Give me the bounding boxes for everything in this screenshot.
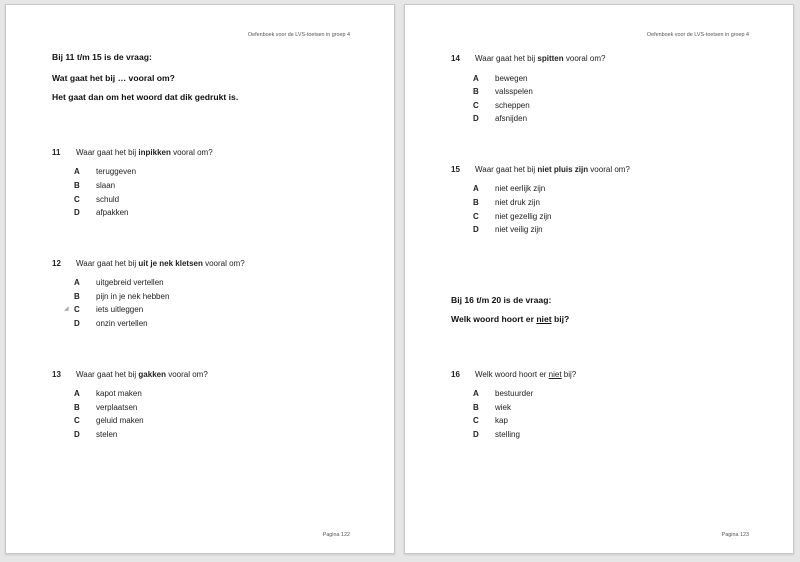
document-page-right: Oefenboek voor de LVS-toetsen in groep 4 14 Waar gaat het bij spitten vooral om? A bewegen B valsspelen C scheppen D afsnijden 15 Waar gaat het bij niet pluis zijn vooral om? A niet eerlijk zijn B niet druk zijn C niet gezellig zijn D niet veilig zijn Bij 16 t/m 20 is de vraag: Welk woord hoort er niet bij? 16 Welk woord hoort er niet bij? A bestuurder B wiek C kap D stelling Pagina 123 bbox=[404, 4, 794, 554]
page-footer: Pagina 123 bbox=[721, 532, 749, 538]
intro2-line-1: Bij 16 t/m 20 is de vraag: bbox=[451, 295, 552, 305]
intro-line-2: Wat gaat het bij … vooral om? bbox=[52, 73, 175, 83]
question-text: Waar gaat het bij inpikken vooral om? bbox=[76, 148, 213, 157]
question-text: Waar gaat het bij gakken vooral om? bbox=[76, 370, 208, 379]
question-text: Welk woord hoort er niet bij? bbox=[475, 370, 577, 379]
question-number: 11 bbox=[52, 148, 61, 157]
drag-handle-icon[interactable]: ◢ bbox=[64, 306, 69, 312]
question-text: Waar gaat het bij spitten vooral om? bbox=[475, 54, 606, 63]
page-header: Oefenboek voor de LVS-toetsen in groep 4 bbox=[646, 32, 749, 38]
intro-line-1: Bij 11 t/m 15 is de vraag: bbox=[52, 52, 152, 62]
intro2-line-2: Welk woord hoort er niet bij? bbox=[451, 314, 570, 324]
question-number: 14 bbox=[451, 54, 460, 63]
question-number: 12 bbox=[52, 259, 61, 268]
document-page-left: Oefenboek voor de LVS-toetsen in groep 4 Bij 11 t/m 15 is de vraag: Wat gaat het bij … vooral om? Het gaat dan om het woord dat dik gedrukt is. 11 Waar gaat het bij inpikken vooral om? A teruggeven B slaan C schuld D afpakken 12 Waar gaat het bij uit je nek kletsen vooral om? A uitgebreid vertellen B pijn in je nek hebben ◢ C iets uitleggen D onzin vertellen 13 Waar gaat het bij gakken vooral om? A kapot maken B verplaatsen C geluid maken D stelen Pagina 122 bbox=[5, 4, 395, 554]
page-footer: Pagina 122 bbox=[322, 532, 350, 538]
page-header: Oefenboek voor de LVS-toetsen in groep 4 bbox=[247, 32, 350, 38]
question-number: 16 bbox=[451, 370, 460, 379]
question-text: Waar gaat het bij niet pluis zijn vooral om? bbox=[475, 165, 630, 174]
question-text: Waar gaat het bij uit je nek kletsen vooral om? bbox=[76, 259, 245, 268]
question-number: 13 bbox=[52, 370, 61, 379]
question-number: 15 bbox=[451, 165, 460, 174]
intro-line-3: Het gaat dan om het woord dat dik gedrukt is. bbox=[52, 92, 239, 102]
